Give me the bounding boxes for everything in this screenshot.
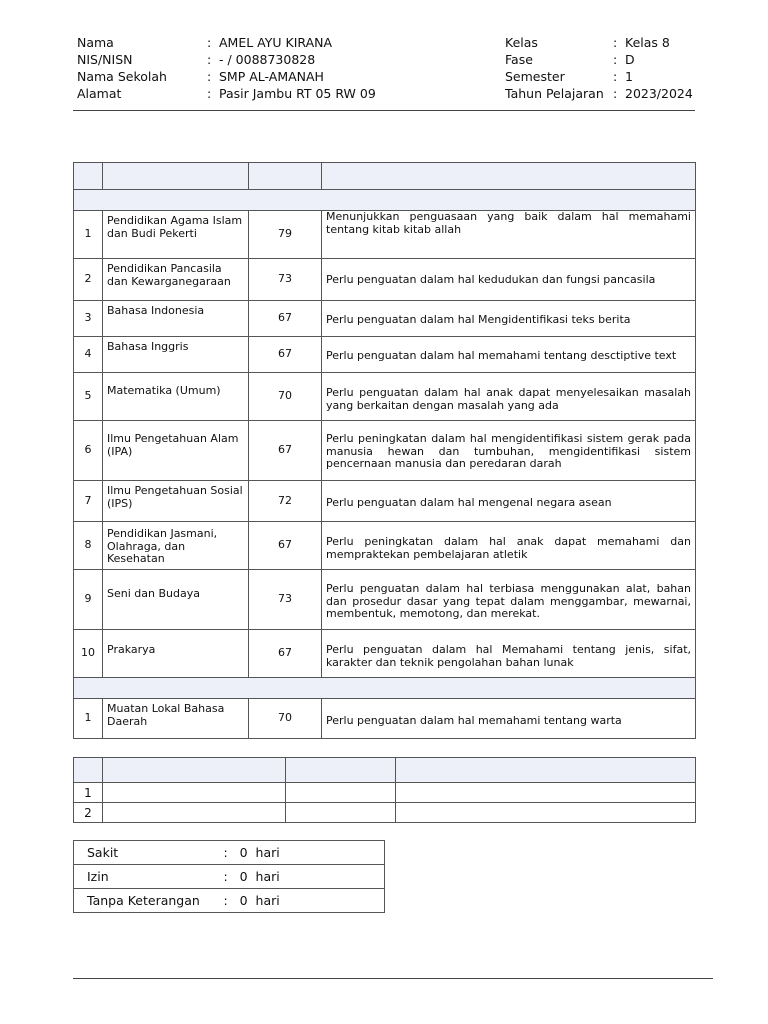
grades-header-row [74,163,696,190]
row-number: 4 [74,337,103,373]
grade-row [74,301,696,337]
info-row-fase [505,51,693,68]
header-cell-score [249,163,322,190]
competency-description: Perlu penguatan dalam hal terbiasa menggunakan alat, bahan dan prosedur dasar yang tepat dalam menggambar, mewarnai, membentuk, memotong, dan merekat. [322,570,696,630]
info-label: Alamat [77,86,122,101]
score-value: 67 [249,522,322,570]
footer-divider [73,978,713,979]
info-label: Fase [505,52,533,67]
score-value: 67 [249,421,322,481]
info-row-kelas [505,34,693,51]
description-cell [396,803,696,823]
grade-row [74,481,696,522]
info-colon: : [613,86,618,101]
subject-name: Muatan Lokal Bahasa Daerah [103,699,249,739]
extracurricular-table [73,757,696,823]
subject-name: Pendidikan Agama Islam dan Budi Pekerti [103,211,249,259]
student-info-right [505,34,693,102]
score-value: 67 [249,337,322,373]
row-number: 8 [74,522,103,570]
extracurricular-header-row [74,758,696,783]
competency-description: Perlu penguatan dalam hal memahami tentang warta [322,699,696,739]
school-year-value: 2023/2024 [625,86,693,101]
competency-description: Perlu peningkatan dalam hal mengidentifikasi sistem gerak pada manusia hewan dan tumbuhan, mengidentifikasi sistem pencernaan manusia dan peredaran darah [322,421,696,481]
grade-row [74,699,696,739]
header-cell-grade [286,758,396,783]
header-cell-description [396,758,696,783]
competency-description: Perlu penguatan dalam hal memahami tentang desctiptive text [322,337,696,373]
info-colon: : [613,69,618,84]
info-row-nama [77,34,376,51]
competency-description: Perlu penguatan dalam hal anak dapat menyelesaikan masalah yang berkaitan dengan masalah yang ada [322,373,696,421]
info-label: Nama [77,35,114,50]
info-row-semester [505,68,693,85]
info-colon: : [207,86,212,101]
header-cell-subject [103,163,249,190]
row-number: 2 [74,803,103,823]
row-number: 7 [74,481,103,522]
subject-name: Prakarya [103,630,249,678]
subject-name: Pendidikan Pancasila dan Kewarganegaraan [103,259,249,301]
row-number: 3 [74,301,103,337]
subject-name: Bahasa Inggris [103,337,249,373]
info-row-tahun [505,85,693,102]
local-band-row [74,678,696,699]
row-number: 6 [74,421,103,481]
row-number: 5 [74,373,103,421]
row-number: 1 [74,783,103,803]
semester-value: 1 [625,69,633,84]
row-number: 10 [74,630,103,678]
info-row-sekolah [77,68,376,85]
subject-name: Seni dan Budaya [103,570,249,630]
info-label: Semester [505,69,565,84]
score-value: 70 [249,373,322,421]
row-number: 2 [74,259,103,301]
attendance-label: Izin [74,865,220,889]
header-cell-no [74,758,103,783]
header-cell-activity [103,758,286,783]
attendance-value: : 0 hari [220,841,385,865]
score-value: 79 [249,211,322,259]
activity-cell [103,783,286,803]
info-label: Tahun Pelajaran [505,86,604,101]
header-divider [73,110,695,111]
extracurricular-row [74,803,696,823]
grade-cell [286,783,396,803]
subject-name: Pendidikan Jasmani, Olahraga, dan Kesehatan [103,522,249,570]
competency-description: Perlu penguatan dalam hal mengenal negara asean [322,481,696,522]
student-address: Pasir Jambu RT 05 RW 09 [219,86,376,101]
grade-row [74,570,696,630]
score-value: 70 [249,699,322,739]
info-label: Nama Sekolah [77,69,167,84]
row-number: 1 [74,699,103,739]
info-colon: : [207,35,212,50]
student-name: AMEL AYU KIRANA [219,35,333,50]
info-row-nisn [77,51,376,68]
row-number: 9 [74,570,103,630]
grade-row [74,211,696,259]
attendance-row-sakit [74,841,385,865]
score-value: 73 [249,570,322,630]
competency-description: Menunjukkan penguasaan yang baik dalam hal memahami tentang kitab kitab allah [322,211,696,259]
phase-value: D [625,52,635,67]
grade-cell [286,803,396,823]
subject-name: Ilmu Pengetahuan Sosial (IPS) [103,481,249,522]
student-nisn: - / 0088730828 [219,52,316,67]
extracurricular-row [74,783,696,803]
score-value: 67 [249,630,322,678]
group-band-row [74,190,696,211]
attendance-value: : 0 hari [220,889,385,913]
info-colon: : [613,35,618,50]
score-value: 67 [249,301,322,337]
subject-name: Ilmu Pengetahuan Alam (IPA) [103,421,249,481]
grade-row [74,259,696,301]
subject-name: Matematika (Umum) [103,373,249,421]
attendance-label: Sakit [74,841,220,865]
score-value: 72 [249,481,322,522]
header-cell-description [322,163,696,190]
info-label: NIS/NISN [77,52,133,67]
competency-description: Perlu penguatan dalam hal Mengidentifikasi teks berita [322,301,696,337]
attendance-row-tanpa-keterangan [74,889,385,913]
grade-row [74,421,696,481]
info-colon: : [613,52,618,67]
student-info-left [77,34,376,102]
grade-row [74,630,696,678]
description-cell [396,783,696,803]
competency-description: Perlu peningkatan dalam hal anak dapat memahami dan mempraktekan pembelajaran atletik [322,522,696,570]
grade-row [74,522,696,570]
row-number: 1 [74,211,103,259]
attendance-table [73,840,385,913]
grade-row [74,373,696,421]
activity-cell [103,803,286,823]
info-label: Kelas [505,35,538,50]
subject-name: Bahasa Indonesia [103,301,249,337]
score-value: 73 [249,259,322,301]
header-cell-no [74,163,103,190]
attendance-value: : 0 hari [220,865,385,889]
class-value: Kelas 8 [625,35,670,50]
attendance-row-izin [74,865,385,889]
group-band [74,190,696,211]
group-band [74,678,696,699]
grade-row [74,337,696,373]
info-colon: : [207,52,212,67]
info-colon: : [207,69,212,84]
competency-description: Perlu penguatan dalam hal Memahami tentang jenis, sifat, karakter dan teknik pengolahan bahan lunak [322,630,696,678]
info-row-alamat [77,85,376,102]
attendance-label: Tanpa Keterangan [74,889,220,913]
grades-table [73,162,696,739]
school-name: SMP AL-AMANAH [219,69,324,84]
competency-description: Perlu penguatan dalam hal kedudukan dan fungsi pancasila [322,259,696,301]
